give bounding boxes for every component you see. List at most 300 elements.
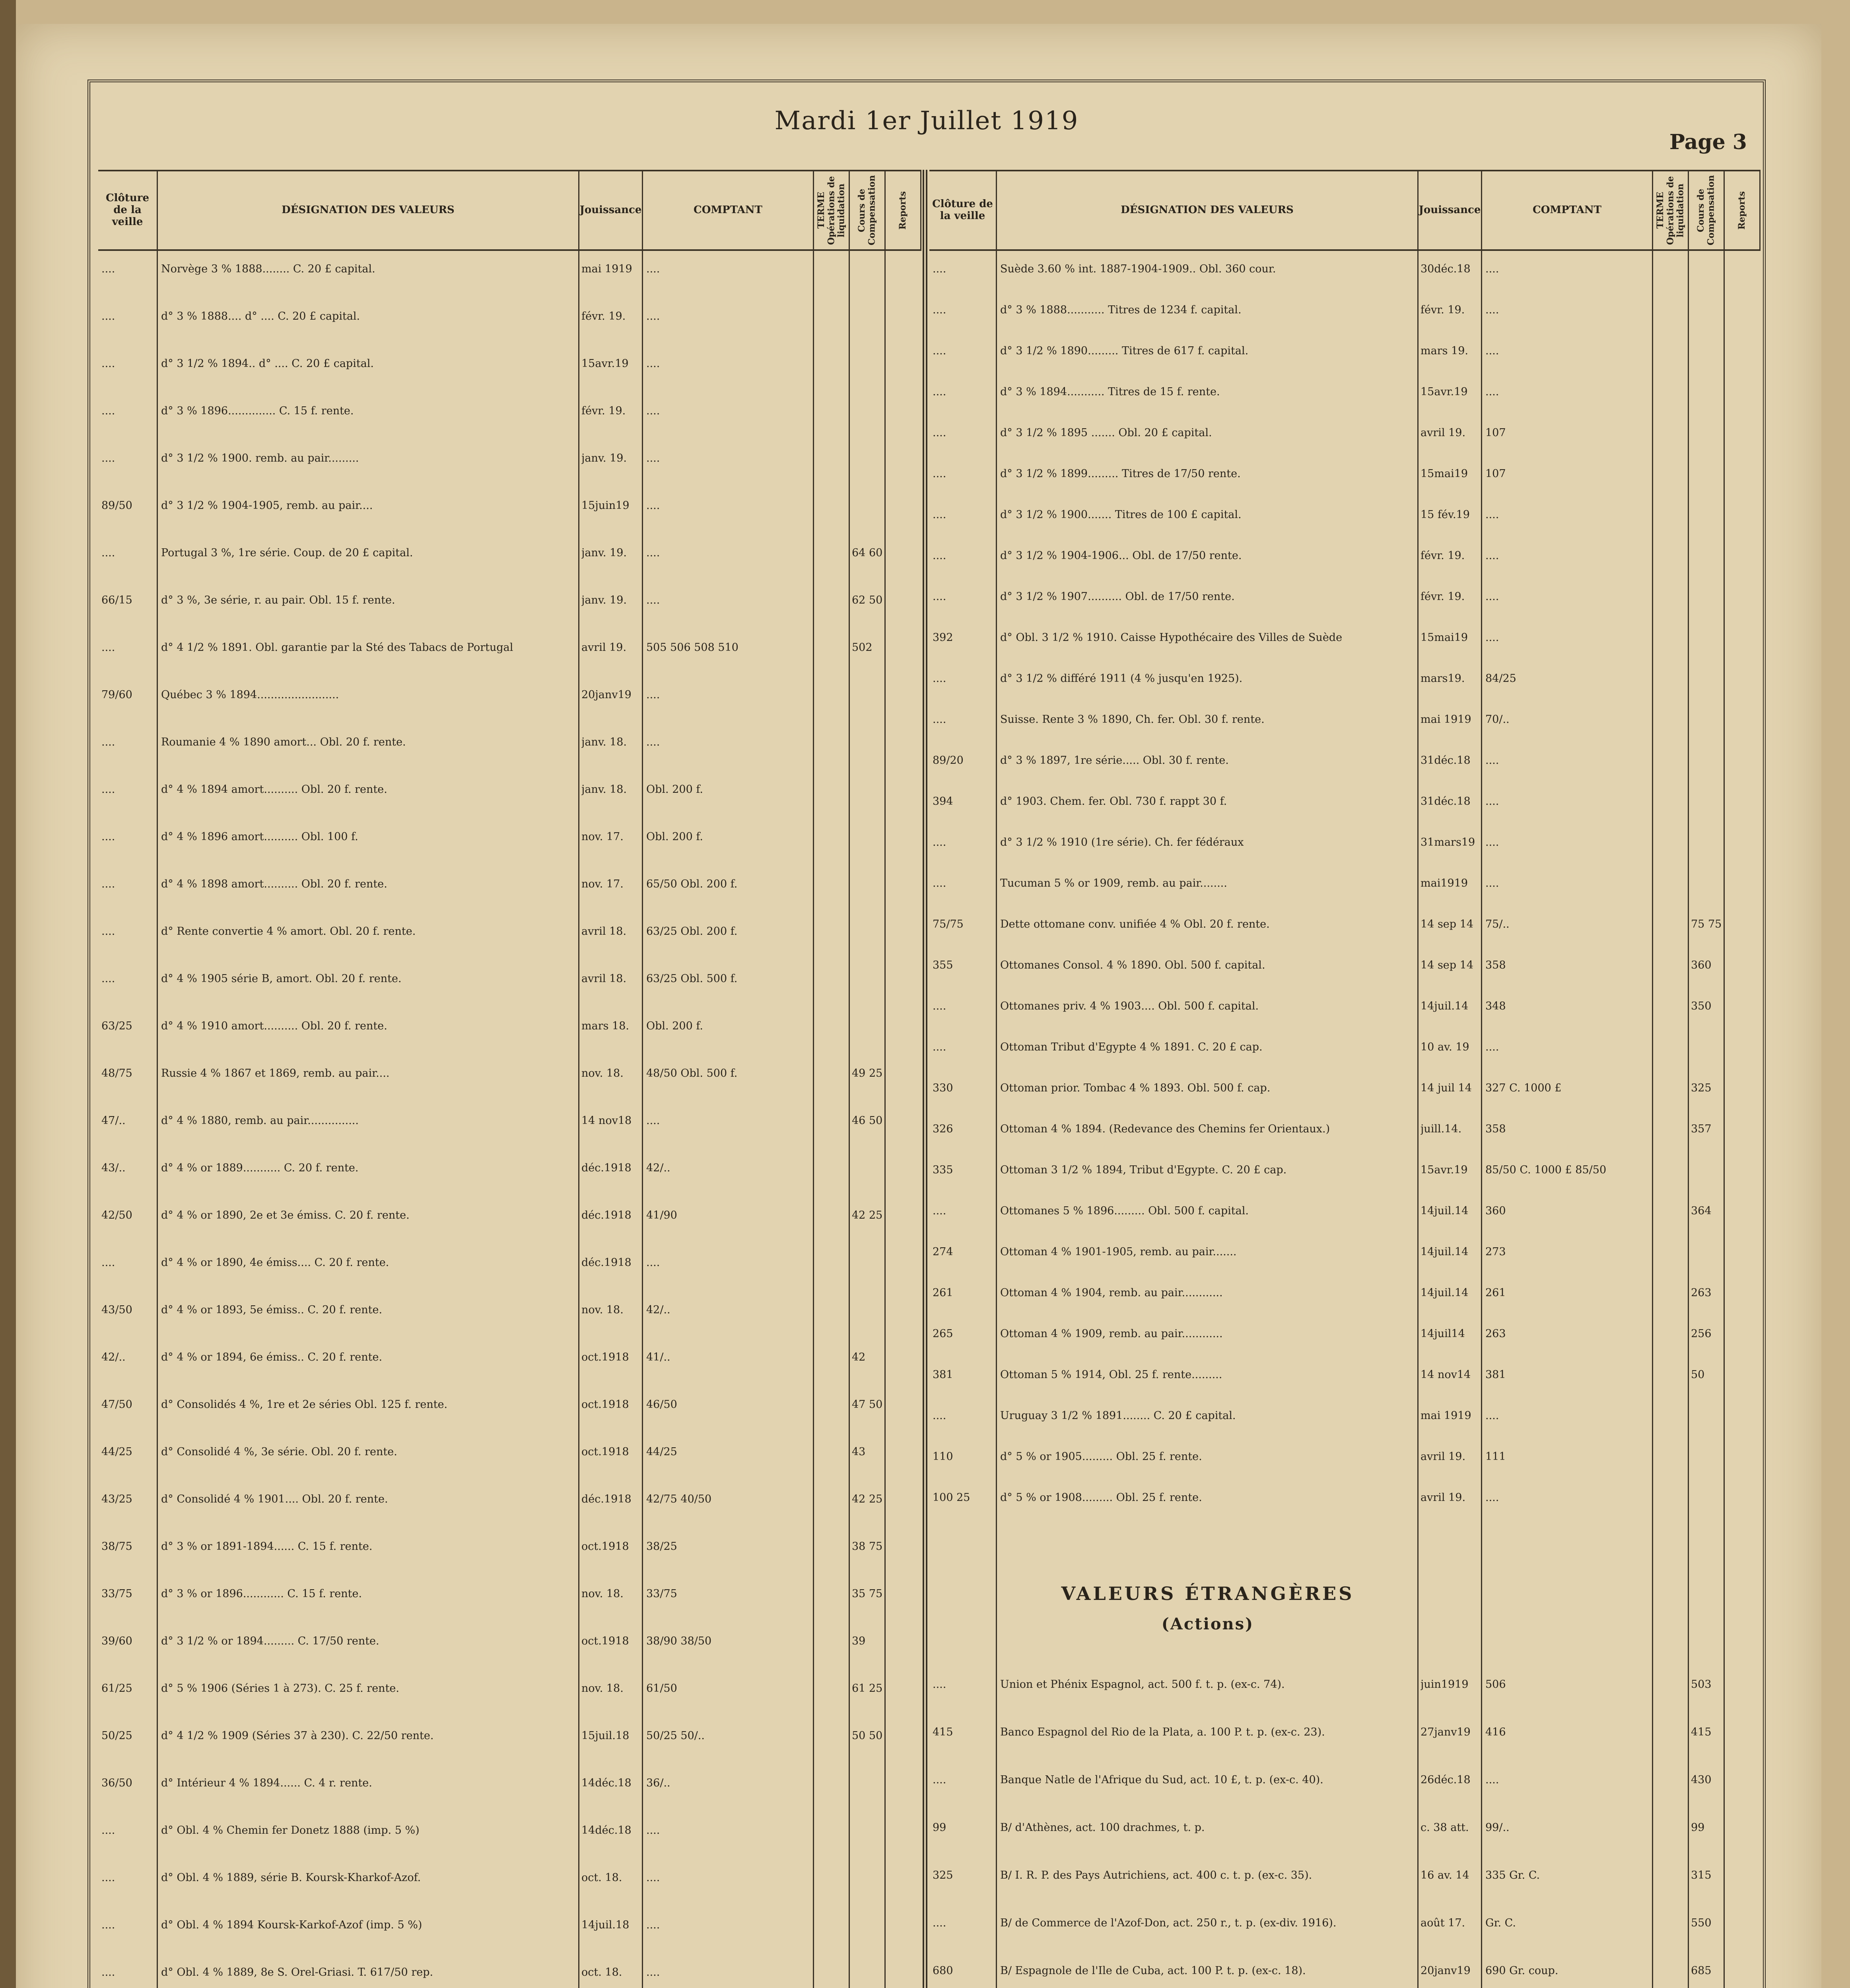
cell-jouissance: mars 18. bbox=[581, 1020, 629, 1032]
cell-cours: 415 bbox=[1691, 1726, 1712, 1738]
table-row bbox=[929, 1041, 1761, 1065]
cell-designation: d° 4 % 1896 amort.......... Obl. 100 f. bbox=[161, 831, 358, 843]
page-frame bbox=[87, 80, 1766, 1988]
cell-cloture: 47/.. bbox=[101, 1114, 126, 1127]
cell-cloture: .... bbox=[933, 1041, 946, 1053]
cell-cloture: 43/25 bbox=[101, 1493, 132, 1505]
cell-cloture: .... bbox=[101, 736, 115, 748]
cell-designation: Ottoman 4 % 1909, remb. au pair............ bbox=[1000, 1328, 1223, 1340]
cell-designation: d° 3 1/2 % 1904-1906... Obl. de 17/50 rente. bbox=[1000, 549, 1242, 562]
cell-cloture: 44/25 bbox=[101, 1446, 132, 1458]
cell-jouissance: 15mai19 bbox=[1421, 468, 1468, 480]
cell-cloture: 274 bbox=[933, 1246, 953, 1258]
cell-comptant: .... bbox=[646, 547, 660, 559]
cell-comptant: 38/25 bbox=[646, 1540, 677, 1553]
cell-designation: d° 5 % 1906 (Séries 1 à 273). C. 25 f. rente. bbox=[161, 1682, 399, 1695]
cell-cloture: 89/50 bbox=[101, 499, 132, 512]
cell-jouissance: janv. 19. bbox=[581, 547, 627, 559]
cell-cours: 49 25 bbox=[852, 1067, 883, 1079]
cell-comptant: .... bbox=[646, 594, 660, 606]
table-row bbox=[929, 1726, 1761, 1750]
table-row bbox=[929, 918, 1761, 942]
cell-cloture: 33/75 bbox=[101, 1588, 132, 1600]
cell-jouissance: nov. 18. bbox=[581, 1588, 624, 1600]
cell-comptant: .... bbox=[1485, 754, 1499, 767]
table-row bbox=[98, 1682, 921, 1706]
cell-jouissance: juill.14. bbox=[1421, 1123, 1462, 1135]
cell-comptant: .... bbox=[646, 263, 660, 275]
cell-comptant: 416 bbox=[1485, 1726, 1506, 1738]
cell-designation: d° 3 %, 3e série, r. au pair. Obl. 15 f. rente. bbox=[161, 594, 395, 606]
cell-comptant: .... bbox=[1485, 549, 1499, 562]
cell-jouissance: oct.1918 bbox=[581, 1446, 629, 1458]
cell-cloture: .... bbox=[933, 427, 946, 439]
cell-cloture: .... bbox=[933, 1917, 946, 1929]
cell-jouissance: 14juil.14 bbox=[1421, 1205, 1469, 1217]
cell-cloture: .... bbox=[933, 549, 946, 562]
table-row bbox=[98, 1588, 921, 1611]
cell-designation: d° Obl. 4 % Chemin fer Donetz 1888 (imp. 5 %) bbox=[161, 1824, 420, 1837]
cell-cloture: 100 25 bbox=[933, 1491, 970, 1504]
cell-designation: d° 3 % 1894........... Titres de 15 f. rente. bbox=[1000, 386, 1220, 398]
cell-cloture: .... bbox=[101, 1919, 115, 1931]
cell-cloture: .... bbox=[933, 386, 946, 398]
cell-jouissance: avril 19. bbox=[1421, 427, 1466, 439]
cell-jouissance: janv. 19. bbox=[581, 594, 627, 606]
cell-comptant: 41/90 bbox=[646, 1209, 677, 1221]
table-row bbox=[98, 1919, 921, 1943]
cell-comptant: Obl. 200 f. bbox=[646, 831, 703, 843]
cell-jouissance: oct. 18. bbox=[581, 1872, 622, 1884]
cell-cloture: .... bbox=[101, 878, 115, 890]
cell-cloture: 38/75 bbox=[101, 1540, 132, 1553]
cell-comptant: .... bbox=[646, 1919, 660, 1931]
header-cloture: Clôture de la veille bbox=[98, 171, 158, 251]
table-row bbox=[929, 1409, 1761, 1433]
cell-cours: 61 25 bbox=[852, 1682, 883, 1695]
cell-designation: Ottomanes Consol. 4 % 1890. Obl. 500 f. capital. bbox=[1000, 959, 1265, 971]
cell-jouissance: févr. 19. bbox=[581, 310, 626, 322]
cell-jouissance: mars 19. bbox=[1421, 345, 1468, 357]
table-row bbox=[98, 641, 921, 665]
cell-comptant: .... bbox=[646, 1824, 660, 1837]
cell-cloture: .... bbox=[933, 836, 946, 848]
cell-cours: 360 bbox=[1691, 959, 1712, 971]
cell-jouissance: 14 sep 14 bbox=[1421, 959, 1473, 971]
cell-jouissance: déc.1918 bbox=[581, 1209, 632, 1221]
cell-cloture: 381 bbox=[933, 1369, 953, 1381]
cell-designation: Ottoman Tribut d'Egypte 4 % 1891. C. 20 £ cap. bbox=[1000, 1041, 1263, 1053]
cell-designation: d° 5 % or 1908......... Obl. 25 f. rente. bbox=[1000, 1491, 1202, 1504]
cell-jouissance: 30déc.18 bbox=[1421, 263, 1471, 275]
table-row bbox=[929, 1328, 1761, 1351]
cell-comptant: .... bbox=[1485, 631, 1499, 644]
cell-jouissance: avril 19. bbox=[581, 641, 627, 654]
cell-designation: d° 4 1/2 % 1891. Obl. garantie par la Sté des Tabacs de Portugal bbox=[161, 641, 513, 654]
table-row bbox=[98, 1351, 921, 1375]
table-row bbox=[98, 973, 921, 996]
table-row bbox=[98, 878, 921, 902]
cell-designation: Roumanie 4 % 1890 amort... Obl. 20 f. rente. bbox=[161, 736, 406, 748]
header-designation: DÉSIGNATION DES VALEURS bbox=[158, 171, 579, 251]
cell-designation: d° 3 1/2 % différé 1911 (4 % jusqu'en 1925). bbox=[1000, 672, 1243, 685]
cell-cloture: .... bbox=[101, 641, 115, 654]
cell-designation: Norvège 3 % 1888........ C. 20 £ capital. bbox=[161, 263, 375, 275]
cell-comptant: 33/75 bbox=[646, 1588, 677, 1600]
cell-cloture: 43/50 bbox=[101, 1304, 132, 1316]
cell-comptant: 38/90 38/50 bbox=[646, 1635, 712, 1647]
cell-cloture: .... bbox=[101, 263, 115, 275]
cell-designation: Ottoman 5 % 1914, Obl. 25 f. rente......... bbox=[1000, 1369, 1222, 1381]
cell-cloture: .... bbox=[101, 405, 115, 417]
table-row bbox=[929, 672, 1761, 696]
table-row bbox=[98, 452, 921, 476]
cell-designation: d° 4 % 1910 amort.......... Obl. 20 f. rente. bbox=[161, 1020, 387, 1032]
table-row bbox=[929, 1869, 1761, 1893]
cell-designation: d° Consolidé 4 %, 3e série. Obl. 20 f. rente. bbox=[161, 1446, 397, 1458]
cell-comptant: Gr. C. bbox=[1485, 1917, 1516, 1929]
table-row bbox=[929, 304, 1761, 328]
header-reports: Reports bbox=[886, 171, 921, 251]
cell-comptant: 44/25 bbox=[646, 1446, 677, 1458]
cell-comptant: .... bbox=[1485, 386, 1499, 398]
cell-jouissance: 14juil.18 bbox=[581, 1919, 630, 1931]
cell-jouissance: mai1919 bbox=[1421, 877, 1468, 889]
cell-jouissance: 31déc.18 bbox=[1421, 795, 1471, 808]
cell-comptant: 61/50 bbox=[646, 1682, 677, 1695]
cell-designation: Dette ottomane conv. unifiée 4 % Obl. 20 f. rente. bbox=[1000, 918, 1270, 930]
table-row bbox=[929, 509, 1761, 532]
cell-cloture: .... bbox=[101, 925, 115, 938]
header-designation-right: DÉSIGNATION DES VALEURS bbox=[997, 171, 1419, 251]
cell-jouissance: 26déc.18 bbox=[1421, 1774, 1471, 1786]
table-row bbox=[98, 925, 921, 949]
cell-cloture: .... bbox=[933, 1774, 946, 1786]
table-row bbox=[929, 1164, 1761, 1188]
cell-cloture: 392 bbox=[933, 631, 953, 644]
cell-comptant: .... bbox=[1485, 509, 1499, 521]
table-row bbox=[98, 499, 921, 523]
cell-cloture: 99 bbox=[933, 1821, 946, 1834]
cell-comptant: 50/25 50/.. bbox=[646, 1730, 705, 1742]
cell-jouissance: 10 av. 19 bbox=[1421, 1041, 1469, 1053]
cell-designation: Ottoman prior. Tombac 4 % 1893. Obl. 500 f. cap. bbox=[1000, 1082, 1271, 1094]
cell-designation: d° 3 % or 1896............ C. 15 f. rente. bbox=[161, 1588, 362, 1600]
cell-designation: B/ d'Athènes, act. 100 drachmes, t. p. bbox=[1000, 1821, 1205, 1834]
cell-jouissance: 27janv19 bbox=[1421, 1726, 1471, 1738]
cell-designation: d° Consolidés 4 %, 1re et 2e séries Obl. 125 f. rente. bbox=[161, 1398, 448, 1411]
cell-cloture: 394 bbox=[933, 795, 953, 808]
cell-designation: d° 3 1/2 % 1899......... Titres de 17/50 rente. bbox=[1000, 468, 1241, 480]
cell-comptant: .... bbox=[1485, 1041, 1499, 1053]
cell-designation: d° 5 % or 1905......... Obl. 25 f. rente. bbox=[1000, 1450, 1202, 1463]
cell-jouissance: oct. 18. bbox=[581, 1966, 622, 1978]
cell-comptant: Obl. 200 f. bbox=[646, 783, 703, 796]
cell-comptant: 111 bbox=[1485, 1450, 1506, 1463]
cell-designation: Québec 3 % 1894........................ bbox=[161, 689, 339, 701]
cell-cours: 364 bbox=[1691, 1205, 1712, 1217]
cell-comptant: 690 Gr. coup. bbox=[1485, 1965, 1559, 1977]
cell-jouissance: janv. 18. bbox=[581, 736, 627, 748]
table-row bbox=[98, 1446, 921, 1470]
cell-comptant: .... bbox=[1485, 1491, 1499, 1504]
cell-comptant: .... bbox=[1485, 590, 1499, 603]
cell-designation: d° Obl. 4 % 1889, 8e S. Orel-Griasi. T. 617/50 rep. bbox=[161, 1966, 433, 1978]
cell-jouissance: mai 1919 bbox=[581, 263, 632, 275]
table-row bbox=[98, 310, 921, 334]
cell-designation: d° 3 % 1897, 1re série..... Obl. 30 f. rente. bbox=[1000, 754, 1229, 767]
cell-designation: Ottoman 4 % 1894. (Redevance des Chemins fer Orientaux.) bbox=[1000, 1123, 1330, 1135]
cell-jouissance: 14juil.14 bbox=[1421, 1246, 1469, 1258]
cell-comptant: 99/.. bbox=[1485, 1821, 1510, 1834]
cell-jouissance: mai 1919 bbox=[1421, 1409, 1471, 1422]
cell-cloture: .... bbox=[933, 345, 946, 357]
table-row bbox=[98, 1020, 921, 1044]
table-row bbox=[929, 1287, 1761, 1310]
table-row bbox=[98, 689, 921, 712]
cell-jouissance: févr. 19. bbox=[1421, 304, 1465, 316]
header-cloture-right: Clôture de la veille bbox=[929, 171, 997, 251]
cell-comptant: 42/75 40/50 bbox=[646, 1493, 712, 1505]
table-row bbox=[929, 631, 1761, 655]
cell-jouissance: 14déc.18 bbox=[581, 1824, 632, 1837]
cell-cloture: .... bbox=[933, 509, 946, 521]
table-row bbox=[929, 549, 1761, 573]
cell-jouissance: 14 sep 14 bbox=[1421, 918, 1473, 930]
cell-jouissance: nov. 18. bbox=[581, 1304, 624, 1316]
cell-designation: d° Intérieur 4 % 1894...... C. 4 r. rente. bbox=[161, 1777, 372, 1789]
cell-cours: 325 bbox=[1691, 1082, 1712, 1094]
table-row bbox=[929, 1369, 1761, 1392]
cell-designation: B/ I. R. P. des Pays Autrichiens, act. 400 c. t. p. (ex-c. 35). bbox=[1000, 1869, 1312, 1881]
cell-comptant: .... bbox=[646, 1966, 660, 1978]
cell-cours: 503 bbox=[1691, 1678, 1712, 1691]
cell-cloture: 47/50 bbox=[101, 1398, 132, 1411]
cell-designation: Russie 4 % 1867 et 1869, remb. au pair.... bbox=[161, 1067, 390, 1079]
header-terme: TERME Opérations de liquidation bbox=[814, 171, 850, 251]
cell-designation: d° Rente convertie 4 % amort. Obl. 20 f. rente. bbox=[161, 925, 416, 938]
cell-designation: d° 4 % or 1889........... C. 20 f. rente. bbox=[161, 1162, 359, 1174]
cell-cours: 42 bbox=[852, 1351, 866, 1363]
cell-cloture: .... bbox=[101, 1824, 115, 1837]
cell-designation: d° 4 % 1898 amort.......... Obl. 20 f. rente. bbox=[161, 878, 387, 890]
cell-jouissance: 31mars19 bbox=[1421, 836, 1475, 848]
cell-cloture: .... bbox=[933, 877, 946, 889]
table-row bbox=[98, 405, 921, 429]
cell-jouissance: 14juil14 bbox=[1421, 1328, 1465, 1340]
cell-jouissance: févr. 19. bbox=[581, 405, 626, 417]
cell-designation: Banque Natle de l'Afrique du Sud, act. 10 £, t. p. (ex-c. 40). bbox=[1000, 1774, 1323, 1786]
cell-cloture: 66/15 bbox=[101, 594, 132, 606]
cell-designation: Uruguay 3 1/2 % 1891........ C. 20 £ capital. bbox=[1000, 1409, 1236, 1422]
cell-cours: 357 bbox=[1691, 1123, 1712, 1135]
cell-designation: d° 3 1/2 % 1895 ....... Obl. 20 £ capital. bbox=[1000, 427, 1212, 439]
table-row bbox=[929, 1965, 1761, 1988]
cell-designation: d° 3 1/2 % 1900....... Titres de 100 £ capital. bbox=[1000, 509, 1242, 521]
cell-designation: Suisse. Rente 3 % 1890, Ch. fer. Obl. 30 f. rente. bbox=[1000, 713, 1265, 726]
table-row bbox=[929, 263, 1761, 287]
cell-jouissance: 14juil.14 bbox=[1421, 1287, 1469, 1299]
cell-cloture: .... bbox=[933, 1409, 946, 1422]
cell-comptant: .... bbox=[1485, 263, 1499, 275]
cell-comptant: 63/25 Obl. 200 f. bbox=[646, 925, 738, 938]
cell-cours: 46 50 bbox=[852, 1114, 883, 1127]
cell-cours: 47 50 bbox=[852, 1398, 883, 1411]
cell-jouissance: févr. 19. bbox=[1421, 590, 1465, 603]
cell-comptant: 42/.. bbox=[646, 1162, 670, 1174]
cell-comptant: 505 506 508 510 bbox=[646, 641, 738, 654]
cell-comptant: 107 bbox=[1485, 468, 1506, 480]
table-row bbox=[98, 1540, 921, 1564]
cell-designation: d° 3 1/2 % 1900. remb. au pair......... bbox=[161, 452, 359, 464]
table-row bbox=[98, 1966, 921, 1988]
cell-designation: Banco Espagnol del Rio de la Plata, a. 100 P. t. p. (ex-c. 23). bbox=[1000, 1726, 1325, 1738]
cell-jouissance: 20janv19 bbox=[1421, 1965, 1471, 1977]
table-row bbox=[98, 357, 921, 381]
section-title: VALEURS ÉTRANGÈRES bbox=[1061, 1583, 1354, 1604]
cell-jouissance: avril 19. bbox=[1421, 1450, 1466, 1463]
cell-jouissance: déc.1918 bbox=[581, 1162, 632, 1174]
cell-cours: 39 bbox=[852, 1635, 866, 1647]
cell-comptant: 70/.. bbox=[1485, 713, 1510, 726]
cell-designation: d° 3 1/2 % 1890......... Titres de 617 f. capital. bbox=[1000, 345, 1249, 357]
table-row bbox=[929, 1123, 1761, 1147]
cell-jouissance: 20janv19 bbox=[581, 689, 632, 701]
cell-jouissance: oct.1918 bbox=[581, 1398, 629, 1411]
cell-jouissance: janv. 19. bbox=[581, 452, 627, 464]
table-row bbox=[929, 1491, 1761, 1515]
cell-cloture: .... bbox=[101, 547, 115, 559]
cell-designation: d° 4 % or 1890, 4e émiss.... C. 20 f. rente. bbox=[161, 1256, 389, 1269]
table-row bbox=[929, 1246, 1761, 1270]
cell-cours: 42 25 bbox=[852, 1209, 883, 1221]
section-subtitle: (Actions) bbox=[1161, 1615, 1254, 1633]
cell-cloture: 265 bbox=[933, 1328, 953, 1340]
cell-comptant: 327 C. 1000 £ bbox=[1485, 1082, 1562, 1094]
cell-jouissance: févr. 19. bbox=[1421, 549, 1465, 562]
table-row bbox=[98, 831, 921, 854]
cell-jouissance: 14 nov18 bbox=[581, 1114, 632, 1127]
cell-cloture: 415 bbox=[933, 1726, 953, 1738]
cell-designation: Union et Phénix Espagnol, act. 500 f. t. p. (ex-c. 74). bbox=[1000, 1678, 1285, 1691]
cell-jouissance: 31déc.18 bbox=[1421, 754, 1471, 767]
cell-comptant: 42/.. bbox=[646, 1304, 670, 1316]
cell-designation: d° 3 1/2 % 1907.......... Obl. de 17/50 rente. bbox=[1000, 590, 1235, 603]
cell-comptant: 46/50 bbox=[646, 1398, 677, 1411]
cell-cloture: .... bbox=[933, 713, 946, 726]
cell-cloture: .... bbox=[101, 357, 115, 370]
center-divider bbox=[923, 170, 927, 1988]
cell-jouissance: déc.1918 bbox=[581, 1256, 632, 1269]
cell-designation: d° 3 1/2 % or 1894......... C. 17/50 rente. bbox=[161, 1635, 379, 1647]
cell-comptant: 273 bbox=[1485, 1246, 1506, 1258]
cell-comptant: 65/50 Obl. 200 f. bbox=[646, 878, 738, 890]
right-table bbox=[929, 170, 1761, 1988]
header-terme-right: TERME Opérations de liquidation bbox=[1653, 171, 1689, 251]
cell-designation: d° 3 1/2 % 1904-1905, remb. au pair.... bbox=[161, 499, 373, 512]
cell-cloture: .... bbox=[101, 1966, 115, 1978]
cell-comptant: 48/50 Obl. 500 f. bbox=[646, 1067, 738, 1079]
cell-cours: 50 bbox=[1691, 1369, 1705, 1381]
cell-comptant: 358 bbox=[1485, 959, 1506, 971]
cell-designation: d° 4 % 1894 amort.......... Obl. 20 f. rente. bbox=[161, 783, 387, 796]
cell-designation: d° Obl. 3 1/2 % 1910. Caisse Hypothécaire des Villes de Suède bbox=[1000, 631, 1343, 644]
cell-cloture: 75/75 bbox=[933, 918, 964, 930]
table-row bbox=[98, 1777, 921, 1801]
book-binding bbox=[0, 0, 16, 1988]
page-number: Page 3 bbox=[1669, 130, 1747, 154]
table-row bbox=[98, 1256, 921, 1280]
cell-jouissance: avril 19. bbox=[1421, 1491, 1466, 1504]
cell-cloture: 79/60 bbox=[101, 689, 132, 701]
cell-jouissance: oct.1918 bbox=[581, 1351, 629, 1363]
cell-cloture: 36/50 bbox=[101, 1777, 132, 1789]
cell-comptant: 85/50 C. 1000 £ 85/50 bbox=[1485, 1164, 1607, 1176]
cell-cloture: .... bbox=[101, 783, 115, 796]
cell-designation: d° 4 % or 1893, 5e émiss.. C. 20 f. rente. bbox=[161, 1304, 383, 1316]
cell-jouissance: août 17. bbox=[1421, 1917, 1465, 1929]
table-row bbox=[929, 713, 1761, 737]
cell-cours: 62 50 bbox=[852, 594, 883, 606]
cell-designation: B/ de Commerce de l'Azof-Don, act. 250 r., t. p. (ex-div. 1916). bbox=[1000, 1917, 1337, 1929]
cell-jouissance: 15avr.19 bbox=[581, 357, 629, 370]
cell-cloture: 42/.. bbox=[101, 1351, 126, 1363]
cell-designation: Portugal 3 %, 1re série. Coup. de 20 £ capital. bbox=[161, 547, 413, 559]
cell-cloture: .... bbox=[933, 304, 946, 316]
cell-cours: 38 75 bbox=[852, 1540, 883, 1553]
cell-cloture: 50/25 bbox=[101, 1730, 132, 1742]
cell-cloture: .... bbox=[933, 1678, 946, 1691]
cell-cours: 75 75 bbox=[1691, 918, 1722, 930]
cell-comptant: 348 bbox=[1485, 1000, 1506, 1012]
table-row bbox=[98, 1872, 921, 1895]
cell-designation: d° Obl. 4 % 1889, série B. Koursk-Kharkof-Azof. bbox=[161, 1872, 421, 1884]
table-row bbox=[98, 1209, 921, 1233]
left-table bbox=[98, 170, 921, 1988]
cell-designation: d° 3 % or 1891-1894...... C. 15 f. rente. bbox=[161, 1540, 373, 1553]
table-row bbox=[929, 959, 1761, 983]
cell-comptant: .... bbox=[1485, 1409, 1499, 1422]
cell-designation: d° Obl. 4 % 1894 Koursk-Karkof-Azof (imp. 5 %) bbox=[161, 1919, 422, 1931]
cell-cours: 550 bbox=[1691, 1917, 1712, 1929]
cell-cours: 263 bbox=[1691, 1287, 1712, 1299]
cell-jouissance: 14 nov14 bbox=[1421, 1369, 1471, 1381]
cell-comptant: 506 bbox=[1485, 1678, 1506, 1691]
cell-cloture: .... bbox=[933, 590, 946, 603]
cell-comptant: 63/25 Obl. 500 f. bbox=[646, 973, 738, 985]
table-row bbox=[929, 1917, 1761, 1941]
cell-comptant: .... bbox=[1485, 795, 1499, 808]
table-row bbox=[929, 590, 1761, 614]
cell-designation: Ottomanes 5 % 1896......... Obl. 500 f. capital. bbox=[1000, 1205, 1249, 1217]
cell-comptant: .... bbox=[646, 1872, 660, 1884]
cell-designation: d° 4 % 1880, remb. au pair............... bbox=[161, 1114, 359, 1127]
table-row bbox=[929, 877, 1761, 901]
cell-cours: 43 bbox=[852, 1446, 866, 1458]
table-row bbox=[929, 754, 1761, 778]
cell-designation: d° 4 % or 1890, 2e et 3e émiss. C. 20 f. rente. bbox=[161, 1209, 410, 1221]
table-row bbox=[98, 1398, 921, 1422]
cell-cours: 64 60 bbox=[852, 547, 883, 559]
cell-jouissance: oct.1918 bbox=[581, 1635, 629, 1647]
cell-comptant: 41/.. bbox=[646, 1351, 670, 1363]
cell-jouissance: 14déc.18 bbox=[581, 1777, 632, 1789]
table-row bbox=[98, 1114, 921, 1138]
cell-cloture: 335 bbox=[933, 1164, 953, 1176]
table-row bbox=[98, 263, 921, 287]
newspaper-page bbox=[16, 24, 1821, 1988]
cell-cours: 502 bbox=[852, 641, 873, 654]
